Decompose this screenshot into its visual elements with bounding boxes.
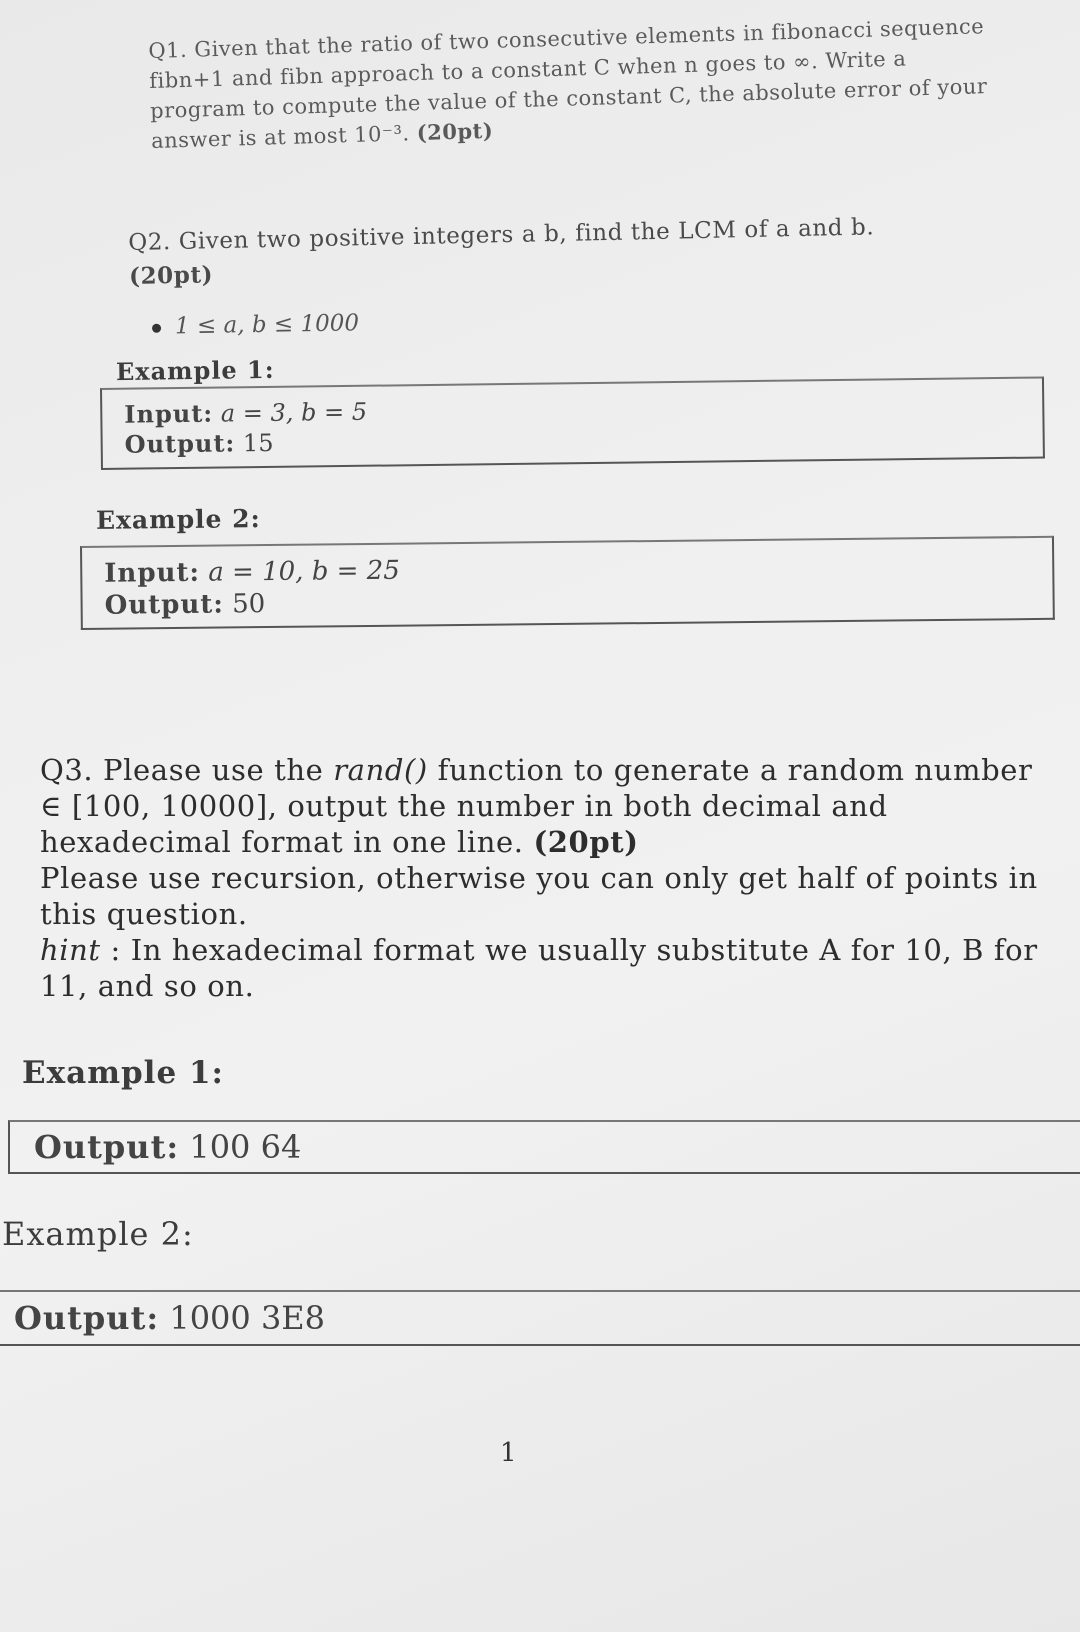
- question-1-points: (20pt): [416, 117, 494, 146]
- q2-example-1-input-key: Input:: [124, 398, 214, 429]
- hint-label: hint: [40, 933, 101, 967]
- constraint-text: 1 ≤ a, b ≤ 1000: [174, 310, 360, 340]
- q2-example-2-output-key: Output:: [104, 589, 225, 621]
- q3-example-2-output-value: 1000 3E8: [169, 1299, 326, 1337]
- question-3: [40, 752, 1040, 1004]
- constraint-bullet: [152, 310, 359, 340]
- question-2-points: (20pt): [128, 261, 214, 290]
- q3-example-1-label: Example 1:: [22, 1055, 224, 1091]
- question-2-text: Q2. Given two positive integers a b, find the LCM of a and b.: [128, 214, 875, 256]
- q3-example-1-output-value: 100 64: [189, 1128, 302, 1166]
- q3-example-1-box: [8, 1120, 1080, 1174]
- question-3-recursion-note: Please use recursion, otherwise you can only get half of points in this question.: [40, 861, 1038, 931]
- hint-text: : In hexadecimal format we usually substitute A for 10, B for 11, and so on.: [40, 933, 1038, 1003]
- page-number: 1: [500, 1438, 517, 1468]
- q2-example-1-output-key: Output:: [124, 428, 236, 459]
- q2-example-2-output-value: 50: [231, 589, 266, 620]
- q2-example-1-box: [100, 376, 1045, 470]
- q3-example-1-output-key: Output:: [34, 1128, 180, 1166]
- q3-example-2-label: Example 2:: [2, 1215, 194, 1253]
- q2-example-2-input-value: a = 10, b = 25: [208, 555, 400, 588]
- q3-example-2-output-key: Output:: [14, 1299, 160, 1337]
- bullet-dot-icon: [152, 323, 161, 332]
- question-2: [128, 208, 1009, 294]
- q2-example-2-input-key: Input:: [104, 557, 201, 589]
- q2-example-2-box: [80, 536, 1055, 630]
- question-3-points: (20pt): [533, 825, 639, 859]
- question-3-text-a: Q3. Please use the: [40, 753, 334, 787]
- q2-example-1-input-value: a = 3, b = 5: [220, 397, 368, 428]
- q2-example-1-label: Example 1:: [115, 354, 275, 387]
- q3-example-2-box: [0, 1290, 1080, 1346]
- question-3-text-b: function to generate a random number ∈ [100, 10000], output the number in both decimal and hexadecimal format in one line.: [40, 753, 1033, 859]
- question-1-text: Q1. Given that the ratio of two consecutive elements in fibonacci sequence fibn+1 and fibn approach to a constant C when n goes to ∞. Write a program to compute the value of the constant C, the absolute error of your answer is at most 10⁻³.: [148, 14, 988, 153]
- q2-example-1-output-value: 15: [242, 428, 274, 458]
- question-3-func: rand(): [333, 753, 428, 787]
- q2-example-2-label: Example 2:: [95, 504, 261, 535]
- question-1: [148, 11, 1001, 156]
